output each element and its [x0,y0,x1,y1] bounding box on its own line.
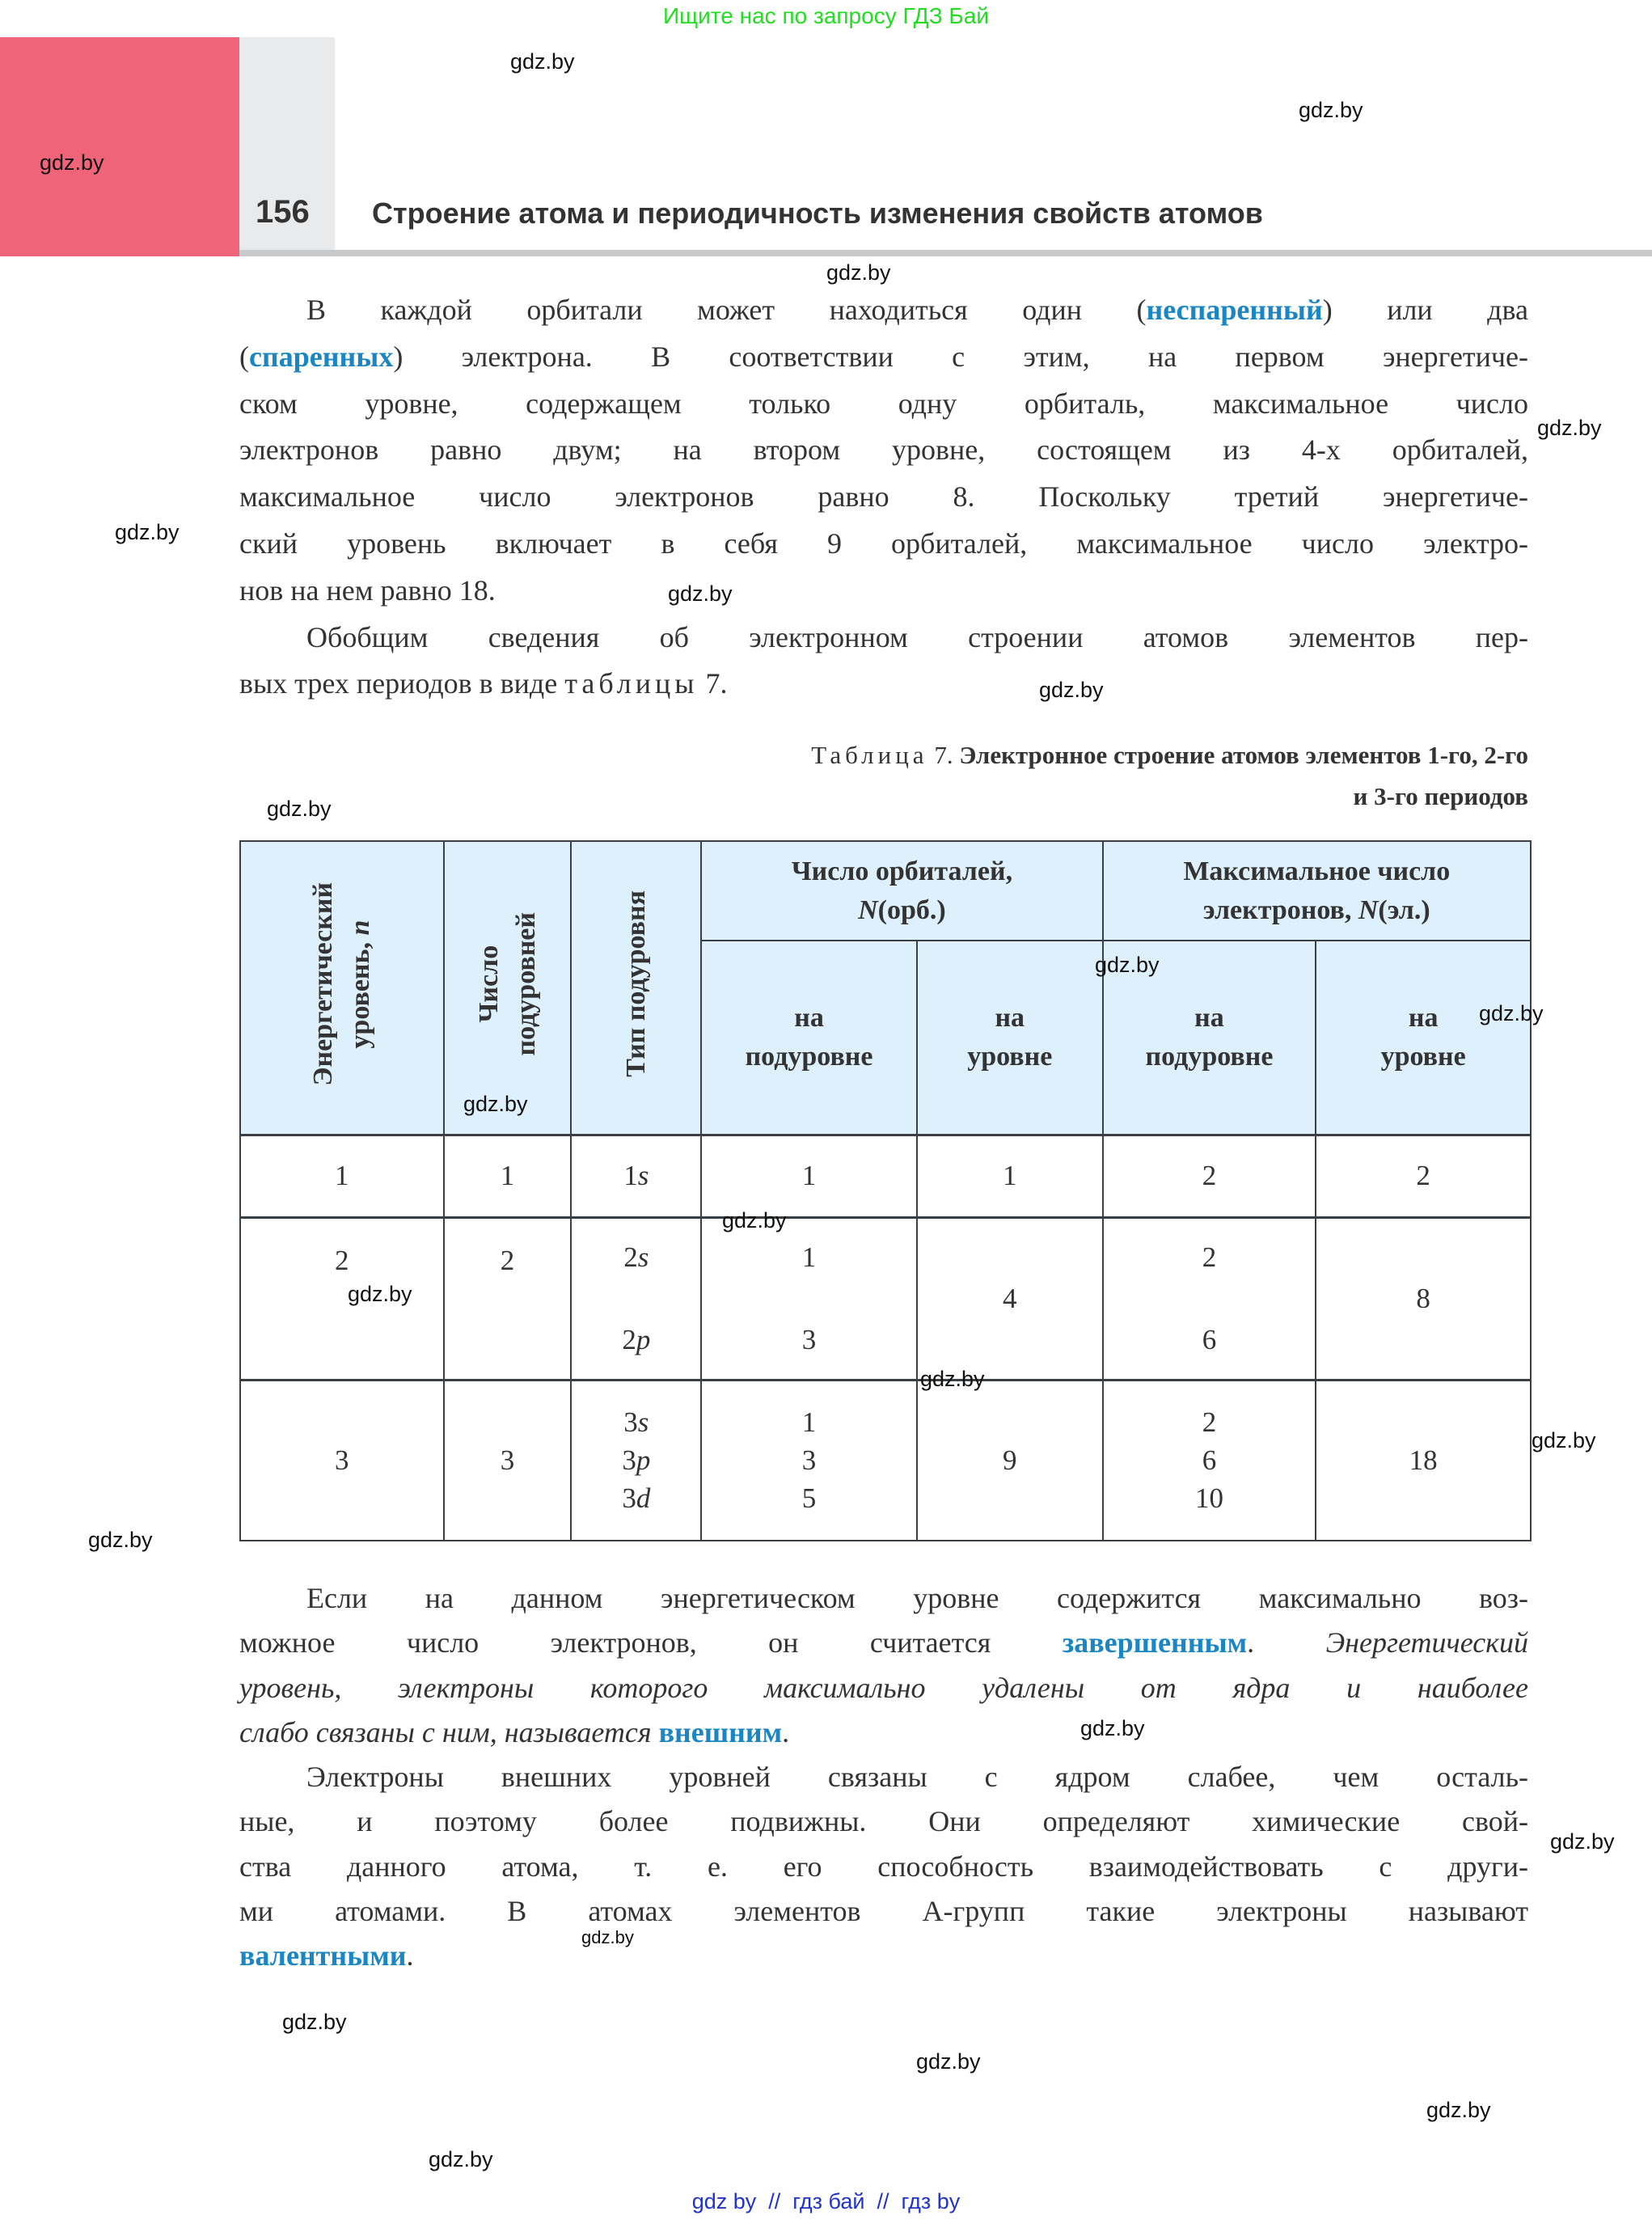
watermark: gdz.by [429,2147,493,2171]
text-line: слабо связаны с ним, называется внешним. [239,1715,790,1748]
paragraph-outer-level [239,1576,1528,1979]
header-orbitals-level: на уровне [917,941,1103,1135]
text-line: ском уровне, содержащем только одну орбиталь, максимальное число [239,387,1528,420]
text-line: можное число электронов, он считается завершенным. Энергетический [239,1626,1529,1660]
text-line: валентными. [239,1939,414,1972]
caption-label: Таблица [811,741,928,769]
header-sublevel-count: Число подуровней [444,841,572,1135]
text-line: Обобщим сведения об электронном строении атомов элементов пер- [306,620,1528,653]
header-electrons-sublevel: на подуровне [1103,941,1316,1135]
watermark: gdz.by [1039,678,1104,702]
text-line: ский уровень включает в себя 9 орбиталей, максимальное число электро- [239,526,1528,560]
header-electrons-group: Максимальное число электронов, N(эл.) [1103,841,1531,941]
watermark: gdz.by [916,2049,981,2074]
header-orbitals-sublevel: на подуровне [701,941,917,1135]
term-outer: внешним [658,1715,783,1748]
watermark: gdz.by [920,1367,985,1391]
watermark: gdz.by [348,1282,412,1306]
header-sublevel-type: Тип подуровня [571,841,701,1135]
paragraph-orbitals [239,287,1528,708]
text-line: нов на нем равно 18. [239,573,496,607]
caption-title: Электронное строение атомов элементов 1-го, 2-го [953,741,1528,769]
watermark: gdz.by [1426,2098,1491,2122]
caption-title-cont: и 3-го периодов [1353,782,1528,810]
header-rule [239,250,1652,256]
header-electrons-level: на уровне [1316,941,1531,1135]
text-line: максимальное число электронов равно 8. Поскольку третий энергетиче- [239,480,1528,514]
header-orbitals-group: Число орбиталей, N(орб.) [701,841,1102,941]
watermark: gdz.by [115,520,180,544]
watermark: gdz.by [267,797,332,821]
watermark: gdz.by [463,1092,528,1116]
table-row: 2 2 2s 2p 1 3 4 2 6 8 [240,1217,1531,1380]
table-row: 3 3 3s 3p 3d 1 3 5 9 2 6 10 18 [240,1380,1531,1541]
search-banner[interactable]: Ищите нас по запросу ГДЗ Бай [662,3,990,28]
term-unpaired: неспаренный [1146,294,1323,326]
watermark: gdz.by [1537,416,1602,440]
watermark: gdz.by [826,260,891,285]
text-line: Электроны внешних уровней связаны с ядром слабее, чем осталь- [306,1761,1528,1794]
watermark: gdz.by [1550,1829,1615,1854]
table-row: 1 1 1s 1 1 2 2 [240,1135,1531,1217]
text-line: (спаренных) электрона. В соответствии с этим, на первом энергетиче- [239,340,1528,373]
text-line: ные, и поэтому более подвижны. Они определяют химические свой- [239,1805,1528,1838]
text-line: электронов равно двум; на втором уровне, состоящем из 4-х орбиталей, [239,433,1528,467]
watermark: gdz.by [88,1528,153,1552]
footer-link-gdz-bai[interactable]: гдз бай [792,2189,865,2213]
watermark: gdz.by [510,49,575,74]
term-paired: спаренных [249,340,394,373]
table-caption [453,734,1528,817]
chapter-color-tab [0,37,239,256]
caption-number: 7. [927,741,953,769]
watermark: gdz.by [282,2010,347,2034]
footer-link-gdz-by-cyr[interactable]: гдз by [901,2189,961,2213]
page-number: 156 [256,194,310,230]
header-energy-level: Энергетический уровень, n [240,841,444,1135]
footer-links: gdz by // гдз бай // гдз by [691,2189,961,2213]
text-line: В каждой орбитали может находиться один (неспаренный) или два [306,294,1528,326]
text-line: ми атомами. В атомах элементов А-групп такие электроны называют [239,1895,1528,1928]
watermark: gdz.by [1080,1716,1145,1740]
chapter-title: Строение атома и периодичность изменения свойств атомов [372,197,1263,230]
text-line: ства данного атома, т. е. его способность взаимодействовать с други- [239,1850,1528,1883]
watermark: gdz.by [1095,953,1160,977]
footer-link-gdz-by[interactable]: gdz by [691,2189,757,2213]
watermark: gdz.by [668,581,733,606]
electron-structure-table [239,840,1532,1541]
text-line: Если на данном энергетическом уровне содержится максимально воз- [306,1582,1528,1614]
term-valence: валентными [239,1939,407,1972]
watermark: gdz.by [1532,1428,1596,1452]
watermark: gdz.by [1299,98,1363,122]
term-complete: завершенным [1062,1626,1248,1660]
text-line: вых трех периодов в виде таблицы 7. [239,667,728,700]
watermark: gdz.by [581,1927,634,1947]
watermark: gdz.by [722,1208,787,1233]
text-line: уровень, электроны которого максимально удалены от ядра и наиболее [239,1671,1528,1704]
watermark: gdz.by [1479,1001,1544,1025]
watermark: gdz.by [40,150,104,175]
